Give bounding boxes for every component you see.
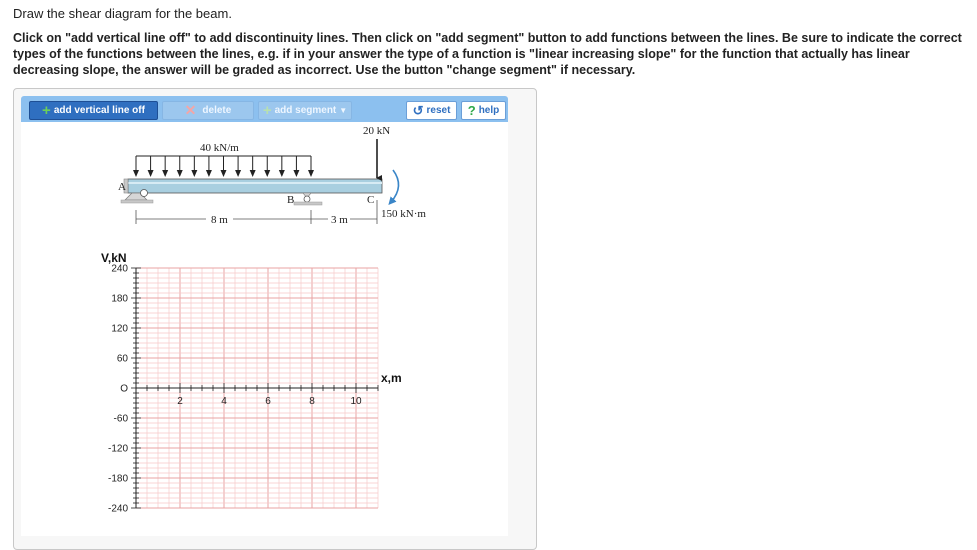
y-tick-label: -120 (107, 443, 128, 455)
beam-figure (118, 125, 426, 226)
add-vertical-line-label: add vertical line off (53, 105, 145, 116)
x-tick-label: 8 (309, 396, 315, 407)
plus-icon: + (42, 101, 51, 119)
dropdown-caret-icon: ▼ (339, 106, 348, 115)
load-arrow-head (206, 170, 212, 177)
x-axis-title: x,m (381, 371, 402, 385)
y-tick-label: O (120, 383, 128, 395)
help-icon: ? (467, 103, 476, 118)
x-tick-label: 10 (350, 396, 362, 407)
load-arrow-head (177, 170, 183, 177)
span-bc-label: 3 m (331, 214, 348, 226)
load-arrow-head (279, 170, 285, 177)
y-tick-label: 180 (111, 293, 128, 305)
plus-icon: + (262, 101, 272, 119)
load-arrow-head (264, 170, 270, 177)
question-title: Draw the shear diagram for the beam. (13, 6, 232, 21)
y-tick-label: -60 (113, 413, 128, 425)
load-arrow-head (162, 170, 168, 177)
delete-label: delete (202, 105, 232, 116)
distributed-load-label: 40 kN/m (200, 142, 239, 154)
load-arrow-head (250, 170, 256, 177)
reset-icon: ↺ (412, 102, 424, 118)
span-ab-label: 8 m (211, 214, 228, 226)
distributed-load-arrows (133, 156, 314, 177)
load-arrow-head (133, 170, 139, 177)
help-label: help (478, 105, 500, 116)
x-tick-label: 2 (177, 396, 183, 407)
label-b: B (287, 194, 295, 206)
reset-label: reset (426, 105, 451, 116)
y-axis-title: V,kN (101, 251, 127, 265)
add-segment-label: add segment (274, 105, 337, 116)
roller-support-b (294, 193, 322, 205)
moment-label: 150 kN·m (381, 208, 426, 220)
load-arrow-head (293, 170, 299, 177)
x-tick-label: 6 (265, 396, 271, 407)
load-arrow-head (148, 170, 154, 177)
y-tick-label: -240 (107, 503, 128, 515)
y-tick-label: 120 (111, 323, 128, 335)
y-tick-label: -180 (107, 473, 128, 485)
label-c: C (367, 194, 375, 206)
shear-graph[interactable] (101, 251, 402, 515)
load-arrow-head (221, 170, 227, 177)
y-tick-label: 60 (116, 353, 128, 365)
delete-x-icon: ✕ (184, 102, 197, 118)
load-arrow-head (191, 170, 197, 177)
question-instructions: Click on "add vertical line off" to add discontinuity lines. Then click on "add segment" button to add functions between the lines. Be sure to indicate the correct types of the functions between the lines, e.g. if in your answer the type of a function is "linear increasing slope" for the function that actually has linear decreasing slope, the answer will be graded as incorrect. Use the button "change segment" if necessary. (13, 31, 962, 77)
label-a: A (118, 181, 126, 193)
load-arrow-head (235, 170, 241, 177)
y-tick-label: 240 (111, 263, 128, 275)
beam-body (128, 179, 382, 193)
moment-arrow (391, 170, 399, 202)
load-arrow-head (308, 170, 314, 177)
point-load-label: 20 kN (363, 125, 391, 137)
x-tick-label: 4 (221, 396, 227, 407)
